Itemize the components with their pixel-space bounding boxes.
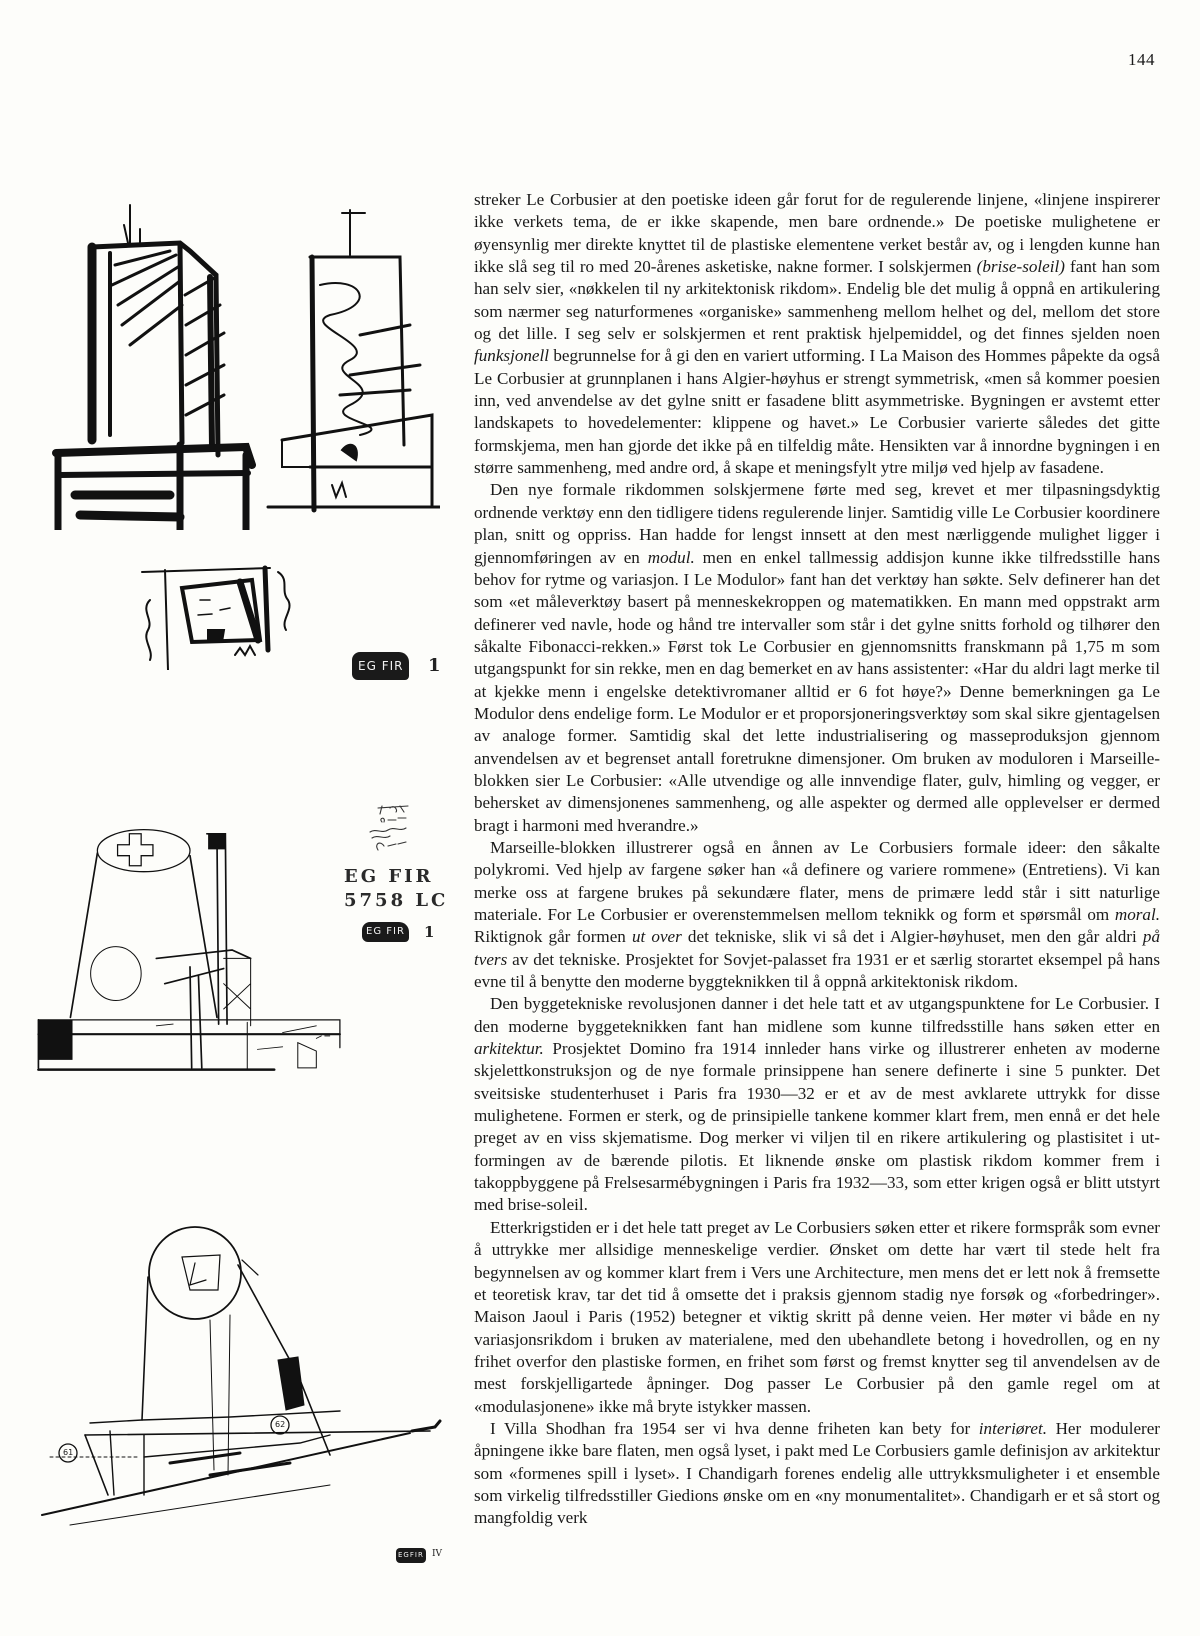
italic-term: ut over <box>631 927 682 947</box>
text-run: Marseille-blokken illustrerer også en ånnen av Le Corbusiers formale ideer: den såkalte polykromi. Ved hjelp av fargene søker han «å definere og variere rommene» (Entretiens). Vi kan merke oss at fargene brukes på sekundære flater, mens de primære ledd står i sitt naturlige materiale. For Le Corbusier er overenstemmelsen mellom teknikk og form et spørsmål om <box>474 837 1160 924</box>
stamp-badge-lower: EGFIR <box>396 1548 426 1563</box>
paragraph <box>474 189 1160 479</box>
sketch-framed-opening <box>140 560 300 670</box>
text-run: Prosjektet Domino fra 1914 innleder hans virke og illustrerer enheten av moderne skjelettkonstruksjon og de nye formale prinsippene han senere definerte i sine 5 punkter. Det sveitsiske studenterhuset i Paris fra 1930—32 er et av de mest avklarete uttrykk for disse mulighetene. Formen er sterk, og de prinsipielle tankene kommer klart frem, men ennå er det hele preget av en viss skjematisme. Dog merker vi viljen til en rikere artikulering og plastisitet i utformingen av de bærende pilotis. Et liknende ønske om plastisk rikdom kommer frem i takoppbyggene på Frelsesarmébygningen i Paris fra 1932—33, som etter krigen også er blitt utstyrt med brise-soleil. <box>474 1039 1160 1215</box>
stamp-badge-lower-suffix: IV <box>432 1549 443 1559</box>
italic-term: funksjonell <box>474 346 550 366</box>
text-run: Etterkrigstiden er i det hele tatt preget av Le Corbusiers søken etter et rikere formspråk som evner å uttrykke mer allsidige menneskelige verdier. Ønsket om dette har vært til stede helt fra begynnelsen av og kommer klart frem i Vers une Architecture, men mens det er lett nok å fremsette et teoretisk krav, tar det tid å omsette det i praksis gjennom stadig nye forsøk og «forbedringer». Maison Jaoul i Paris (1952) betegner et viktig skritt på denne veien. Her møter vi både en ny variasjonsrikdom i bruken av materialene, med den ubehandlete betong i hovedrollen, og en ny frihet overfor den plastiske formen, en frihet som først og fremst knytter seg til anvendelsen av de mest forskjelligartede åpninger. Dog passer Le Corbusier på den gamle regel om at «modulasjonene» ikke må bryte istykker massen. <box>474 1217 1160 1416</box>
stamp-large-line1: EG FIR <box>344 866 434 887</box>
sketch-elevation-tower <box>30 790 350 1110</box>
text-run: I Villa Shodhan fra 1954 ser vi hva denne friheten kan bety for <box>490 1418 979 1438</box>
italic-term: (brise-soleil) <box>976 257 1065 277</box>
text-run: Her modulerer åpningene ikke bare flaten, men også lyset, i pakt med Le Corbusiers gamle definisjon av arkitektur som «formenes spill i lyset». I Chandigarh forenes endelig alle uttrykksmuligheter i et ensemble som virkelig tilfredsstiller Giedions ønske om en «ny monumentalitet». Chandigarh er et så stort og mangfoldig verk <box>474 1418 1160 1528</box>
page-number: 144 <box>1128 50 1155 69</box>
paragraph <box>474 837 1160 993</box>
sketch-monument-section <box>30 1195 450 1535</box>
text-run: men en enkel tallmessig addisjon kunne ikke tilfredsstille hans behov for rytme og variasjon. I Le Modulor» fant han det verktøy han søkte. Selv definerer han det som «et måleverktøy basert på menneskekroppen og matematikken. En mann med oppstrakt arm definerer ved navle, hode og hånd tre intervaller som står i det gylne snitts forhold og tilhører den såkalte Fibonacci-rekken.» Først tok Le Corbusier en gjennomsnitts franskmann på 1,75 m som utgangspunkt for sin rekke, men en dag bemerket en av hans assistenter: «Har du aldri lagt merke til at kjekke menn i engelske detektivromaner alltid er 6 fot høye?» Denne bemerkningen ga Le Modulor dens endelige form. Le Modulor er et proporsjoneringsverktøy som skal sikre gjentagelsen av analoge former. Samtidig skal det lette industrialisering og masseproduksjon gjennom anvendelsen av et begrenset antall foretrukne dimensjoner. Om bruken av moduloren i Marseille-blokken sier Le Corbusier: «Alle utvendige og alle innvendige flater, gulv, himling og vegger, er behersket av dimensjonenes sammenheng, og alle aspekter og dermed alle opplevelser er dermed bragt i harmoni med hverandre.» <box>474 547 1160 835</box>
stamp-large-line2: 5758 LC <box>344 890 449 911</box>
italic-term: på tvers <box>474 927 1160 969</box>
text-run: av det tekniske. Prosjektet for Sovjet-palasset fra 1931 er et særlig storartet eksempel på hans evne til å benytte den moderne byggteknikken til å oppnå arkitektonisk rikdom. <box>474 949 1160 992</box>
italic-term: arkitektur. <box>474 1039 544 1059</box>
stamp-badge-middle: EG FIR <box>362 922 409 942</box>
sketch-label-circle-left: 61 <box>63 1448 74 1457</box>
paragraph <box>474 993 1160 1216</box>
sketch-handwritten-notes <box>368 800 428 860</box>
paragraph <box>474 479 1160 837</box>
italic-term: interiøret. <box>978 1418 1047 1438</box>
text-run: Den byggetekniske revolusjonen danner i det hele tatt et av utgangspunktene for Le Corbusier. I den moderne byggeteknikken fant han midlene som kunne tilfredsstille hans søken etter en <box>474 994 1160 1036</box>
text-run: det tekniske, slik vi så det i Algier-høyhuset, men den går aldri <box>681 927 1143 947</box>
sketch-label-circle-mid: 62 <box>275 1420 286 1429</box>
paragraph <box>474 1418 1160 1530</box>
text-run: Riktignok går formen <box>474 927 632 947</box>
stamp-badge-upper: EG FIR <box>352 652 409 680</box>
stamp-badge-middle-suffix: 1 <box>424 923 435 941</box>
article-body <box>474 189 1160 1530</box>
stamp-badge-upper-suffix: 1 <box>428 655 441 676</box>
sketch-towers <box>20 185 440 530</box>
text-run: streker Le Corbusier at den poetiske ideen går forut for de regulerende linjene, «linjene inspirerer ikke verkets tema, de er ikke skapende, men bare ordnende.» De poetiske mulighetene er øyensynlig mer direkte knyttet til de plastiske elementene verket består av, og i lengden kunne han ikke slå seg til ro med 20-årenes asketiske, nakne former. I solskjermen <box>474 190 1160 277</box>
text-run: begrunnelse for å gi den en variert utforming. I La Maison des Hommes påpekte da også Le Corbusier at grunnplanen i hans Algier-høyhus er strengt symmetrisk, «men så kommer poesien inn, ved anvendelse av det gylne snitt er fasadene blitt asymmetriske. Bygningen er avstemt etter landskapets to hovedelementer: klippene og havet.» Le Corbusier varierte således det gitte formskjema, men han gjorde det ikke på en tilfeldig måte. Hensikten var å innordne bygningen i en større sammenheng, med andre ord, å skape et meningsfylt ytre miljø ved hjelp av fasadene. <box>474 346 1160 478</box>
text-run: Den nye formale rikdommen solskjermene førte med seg, krevet et mer tilpasningsdyktig ordnende verktøy enn den tidligere tidens regulerende linjer. Samtidig ville Le Corbusier koordinere plan, snitt og oppriss. Han hadde for lengst innsett at den mest nærliggende mulighet ligger i gjennomføringen av en <box>474 480 1160 567</box>
italic-term: modul. <box>647 547 695 567</box>
paragraph <box>474 1217 1160 1418</box>
italic-term: moral. <box>1114 905 1160 924</box>
text-run: fant han som han selv sier, «nøkkelen til ny arkitektonisk rikdom». Endelig ble det mulig å oppnå en artikulering som nærmer seg naturformenes «organiske» sammenheng mellom helhet og del, mellom det store og det lille. I seg selv er solskjermen et rent praktisk hjelpemiddel, og det finnes sjelden noen <box>474 257 1160 344</box>
